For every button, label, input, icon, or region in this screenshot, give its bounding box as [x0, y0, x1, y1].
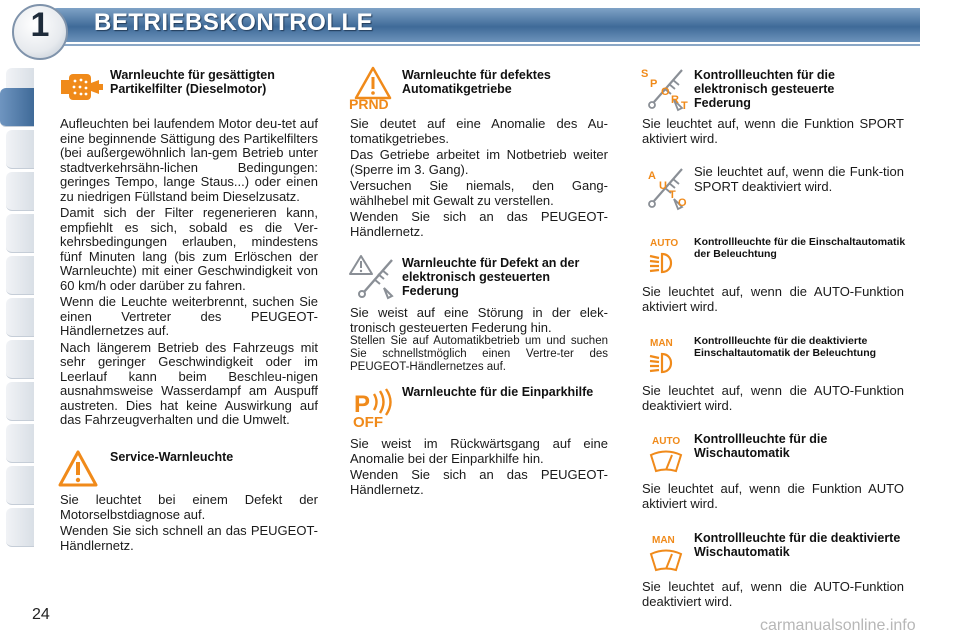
auto-letter-a: A [648, 170, 656, 182]
dpf-paragraph: Aufleuchten bei laufendem Motor deu-tet auf eine beginnende Sättigung des Partikelfilters (bei außergewöhnlich lan-gem Betrieb unter stadtverkehrsähn-lichen Bedingungen: geringes Tempo, lange Staus...) oder einen zu niedrigen Füllstand beim Dieselzusatz. [60, 116, 318, 204]
chapter-tab[interactable] [6, 172, 34, 211]
sport-heading: Kontrollleuchten für die elektronisch gesteuerte Federung [694, 68, 835, 110]
auto-wiper-icon-label: AUTO [652, 436, 681, 447]
man-wiper-icon-label: MAN [652, 535, 675, 546]
suspension-warning-icon [348, 254, 396, 300]
chapter-tab[interactable] [6, 256, 34, 295]
service-heading: Service-Warnleuchte [110, 450, 234, 464]
wiper-auto-icon [648, 449, 684, 475]
header-underline [40, 44, 920, 46]
auto-letter-u: U [659, 180, 667, 192]
suspension-heading: Warnleuchte für Defekt an der elektronisch gesteuerten Federung [402, 256, 580, 298]
gearbox-text [350, 117, 608, 241]
chapter-tab[interactable] [6, 424, 34, 463]
man-light-icon-label: MAN [650, 338, 673, 349]
gearbox-icon-label: PRND [349, 96, 389, 112]
gearbox-heading: Warnleuchte für defektes Automatikgetriebe [402, 68, 551, 96]
page-title: BETRIEBSKONTROLLE [94, 9, 374, 36]
page-header [0, 0, 960, 52]
man-wiper-text: Sie leuchtet auf, wenn die AUTO-Funktion deaktiviert wird. [642, 579, 904, 609]
sport-letter-s: S [641, 68, 649, 80]
page-number: 24 [32, 606, 50, 623]
chapter-tab[interactable] [6, 298, 34, 337]
dpf-paragraph: Damit sich der Filter regenerieren kann, empfiehlt es sich, sobald es die Ver-kehrsbedingungen erlauben, mindestens fünf Minuten lang (bis zum Erlöschen der Warnleuchte) mit einer Geschwindigkeit von 60 km/h oder darüber zu fahren. [60, 205, 318, 293]
headlamp-auto-icon [648, 251, 684, 275]
auto-wiper-text: Sie leuchtet auf, wenn die Funktion AUTO aktiviert wird. [642, 481, 904, 511]
sport-letter-o: O [661, 86, 670, 98]
dpf-paragraph: Wenn die Leuchte weiterbrennt, suchen Sie einen Vertreter des PEUGEOT-Händlernetzes auf. [60, 294, 318, 338]
chapter-tab[interactable] [6, 466, 34, 505]
parking-paragraph: Wenden Sie sich an das PEUGEOT-Händlernetz. [350, 467, 608, 497]
gearbox-paragraph: Das Getriebe arbeitet im Notbetrieb weiter (Sperre im 3. Gang). [350, 147, 608, 177]
auto-light-text: Sie leuchtet auf, wenn die AUTO-Funktion aktiviert wird. [642, 284, 904, 314]
chapter-tab[interactable] [6, 382, 34, 421]
sport-letter-p: P [650, 78, 658, 90]
auto-letter-t: T [669, 189, 676, 201]
chapter-tabs [0, 68, 34, 573]
headlamp-manual-icon [648, 351, 684, 375]
chapter-tab[interactable] [6, 214, 34, 253]
parking-heading: Warnleuchte für die Einparkhilfe [402, 385, 594, 399]
chapter-tab[interactable] [6, 508, 34, 547]
parking-paragraph: Sie weist im Rückwärtsgang auf eine Anomalie bei der Einparkhilfe hin. [350, 436, 608, 466]
parking-text [350, 437, 608, 499]
suspension-small-text: Stellen Sie auf Automatikbetrieb um und suchen Sie schnellstmöglich einen Vertre-ter des PEUGEOT-Händlernetzes auf. [350, 335, 608, 373]
service-paragraph: Sie leuchtet bei einem Defekt der Motorselbstdiagnose auf. [60, 492, 318, 522]
auto-suspension-text: Sie leuchtet auf, wenn die Funk-tion SPORT deaktiviert wird. [694, 164, 904, 194]
auto-letter-o: O [678, 197, 687, 209]
gearbox-paragraph: Versuchen Sie niemals, den Gang-wählhebel mit Gewalt zu verstellen. [350, 178, 608, 208]
suspension-text [350, 306, 608, 337]
sport-letter-r: R [671, 94, 679, 106]
svg-text:P: P [354, 391, 371, 416]
man-light-heading: Kontrollleuchte für die deaktivierte Einschaltautomatik der Beleuchtung [694, 335, 877, 359]
sport-text: Sie leuchtet auf, wenn die Funktion SPORT aktiviert wird. [642, 116, 904, 146]
service-paragraph: Wenden Sie sich schnell an das PEUGEOT-Händlernetz. [60, 523, 318, 553]
dpf-text [60, 117, 318, 430]
chapter-tab-active[interactable] [0, 88, 34, 127]
warning-triangle-icon [58, 450, 98, 488]
particle-filter-icon [60, 70, 104, 106]
man-light-text: Sie leuchtet auf, wenn die AUTO-Funktion deaktiviert wird. [642, 383, 904, 413]
dpf-heading: Warnleuchte für gesättigten Partikelfilter (Dieselmotor) [110, 68, 275, 96]
chapter-tab[interactable] [6, 340, 34, 379]
service-text [60, 493, 318, 555]
watermark: carmanualsonline.info [760, 617, 916, 634]
man-wiper-heading: Kontrollleuchte für die deaktivierte Wischautomatik [694, 531, 901, 559]
park-assist-icon-label: OFF [353, 414, 383, 431]
park-assist-icon [352, 388, 396, 416]
gearbox-paragraph: Wenden Sie sich an das PEUGEOT-Händlernetz. [350, 209, 608, 239]
wiper-manual-icon [648, 548, 684, 574]
chapter-number-badge: 1 [12, 4, 68, 60]
auto-wiper-heading: Kontrollleuchte für die Wischautomatik [694, 432, 828, 460]
sport-letter-t: T [681, 100, 688, 112]
auto-light-icon-label: AUTO [650, 238, 679, 249]
chapter-tab[interactable] [6, 130, 34, 169]
gearbox-paragraph: Sie deutet auf eine Anomalie des Au-tomatikgetriebes. [350, 116, 608, 146]
suspension-paragraph: Sie weist auf eine Störung in der elek-tronisch gesteuerten Federung hin. [350, 305, 608, 335]
auto-light-heading: Kontrollleuchte für die Einschaltautomatik der Beleuchtung [694, 236, 906, 260]
dpf-paragraph: Nach längerem Betrieb des Fahrzeugs mit sehr geringer Geschwindigkeit oder im Leerlauf kann beim Beschleu-nigen ausnahmsweise Wasserdampf am Auspuff austreten. Dies hat keine Auswirkung auf das Fahrzeugverhalten und die Umwelt. [60, 339, 318, 427]
